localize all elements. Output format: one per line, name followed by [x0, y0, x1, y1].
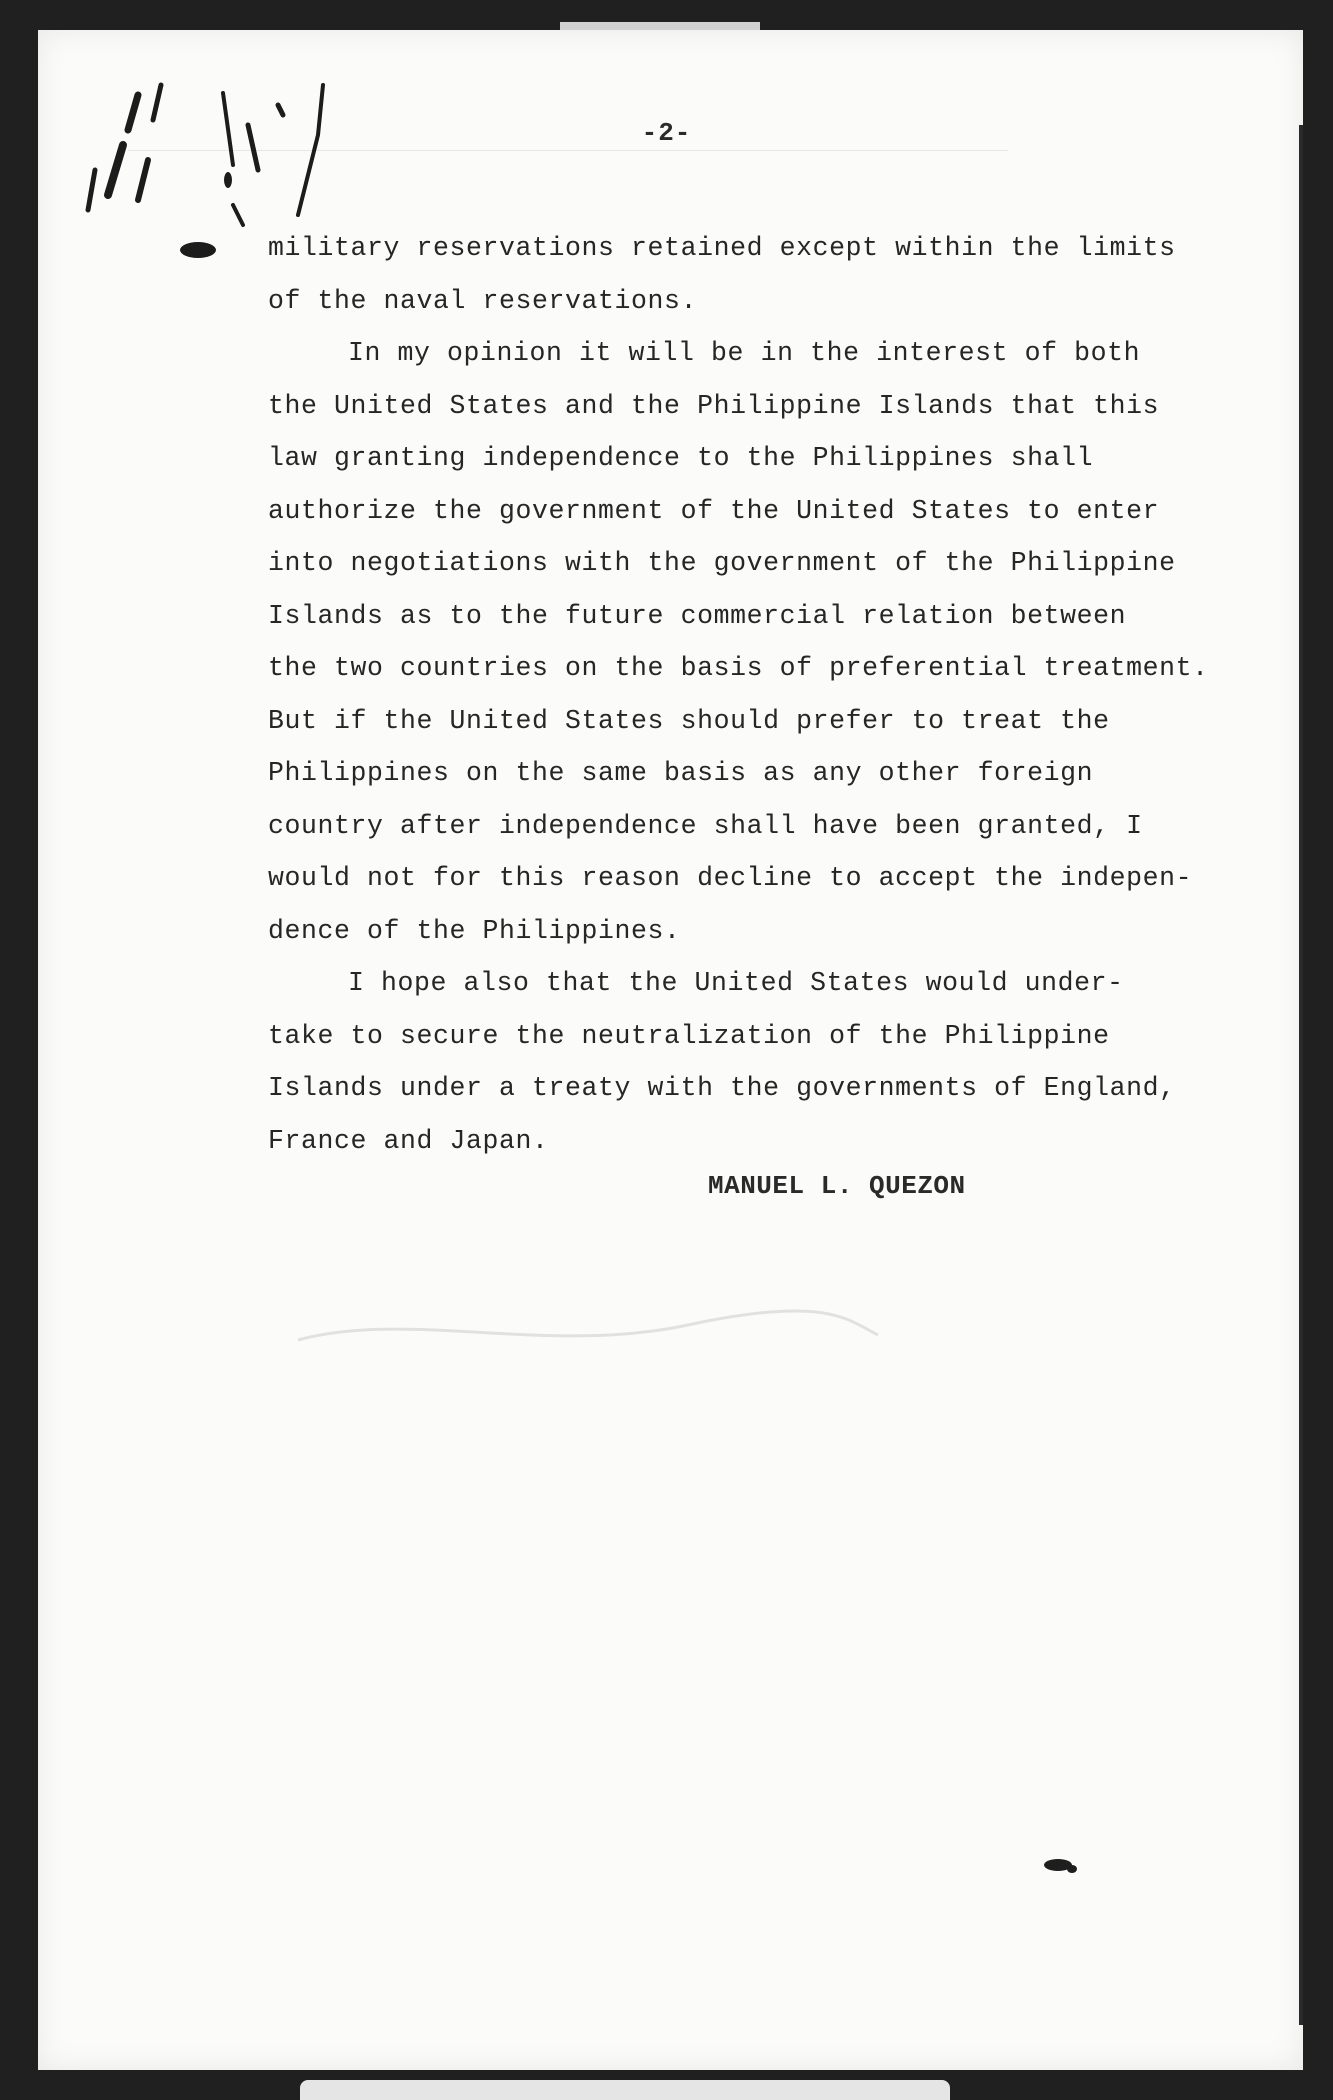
text-line: dence of the Philippines. — [268, 915, 681, 946]
text-line: the United States and the Philippine Islands that this — [268, 390, 1160, 421]
text-line: would not for this reason decline to accept the indepen- — [268, 863, 1193, 893]
text-line: law granting independence to the Philippines shall — [268, 443, 1094, 473]
text-line: military reservations retained except within the limits — [268, 233, 1176, 263]
faint-pencil-smudge — [288, 1300, 888, 1360]
signature: MANUEL L. QUEZON — [708, 1171, 966, 1201]
text-line: Islands under a treaty with the governments of England, — [268, 1073, 1176, 1103]
text-line: Islands as to the future commercial relation between — [268, 600, 1127, 631]
text-line: Philippines on the same basis as any other foreign — [268, 758, 1094, 788]
text-line: country after independence shall have been granted, I — [268, 810, 1143, 841]
page-number: -2- — [641, 118, 692, 148]
text-line: In my opinion it will be in the interest of both — [348, 338, 1141, 368]
text-line: into negotiations with the government of the Philippine — [268, 548, 1176, 578]
text-line: I hope also that the United States would under- — [348, 968, 1124, 998]
letter-body — [268, 222, 1209, 1167]
text-line: take to secure the neutralization of the Philippine — [268, 1020, 1110, 1051]
text-line: authorize the government of the United States to enter — [268, 495, 1160, 526]
text-line: France and Japan. — [268, 1125, 549, 1156]
text-line: But if the United States should prefer to treat the — [268, 705, 1110, 736]
paper-edge-bottom — [300, 2080, 950, 2100]
text-line: the two countries on the basis of preferential treatment. — [268, 653, 1209, 683]
ink-blot — [1038, 1855, 1083, 1875]
text-line: of the naval reservations. — [268, 285, 698, 316]
